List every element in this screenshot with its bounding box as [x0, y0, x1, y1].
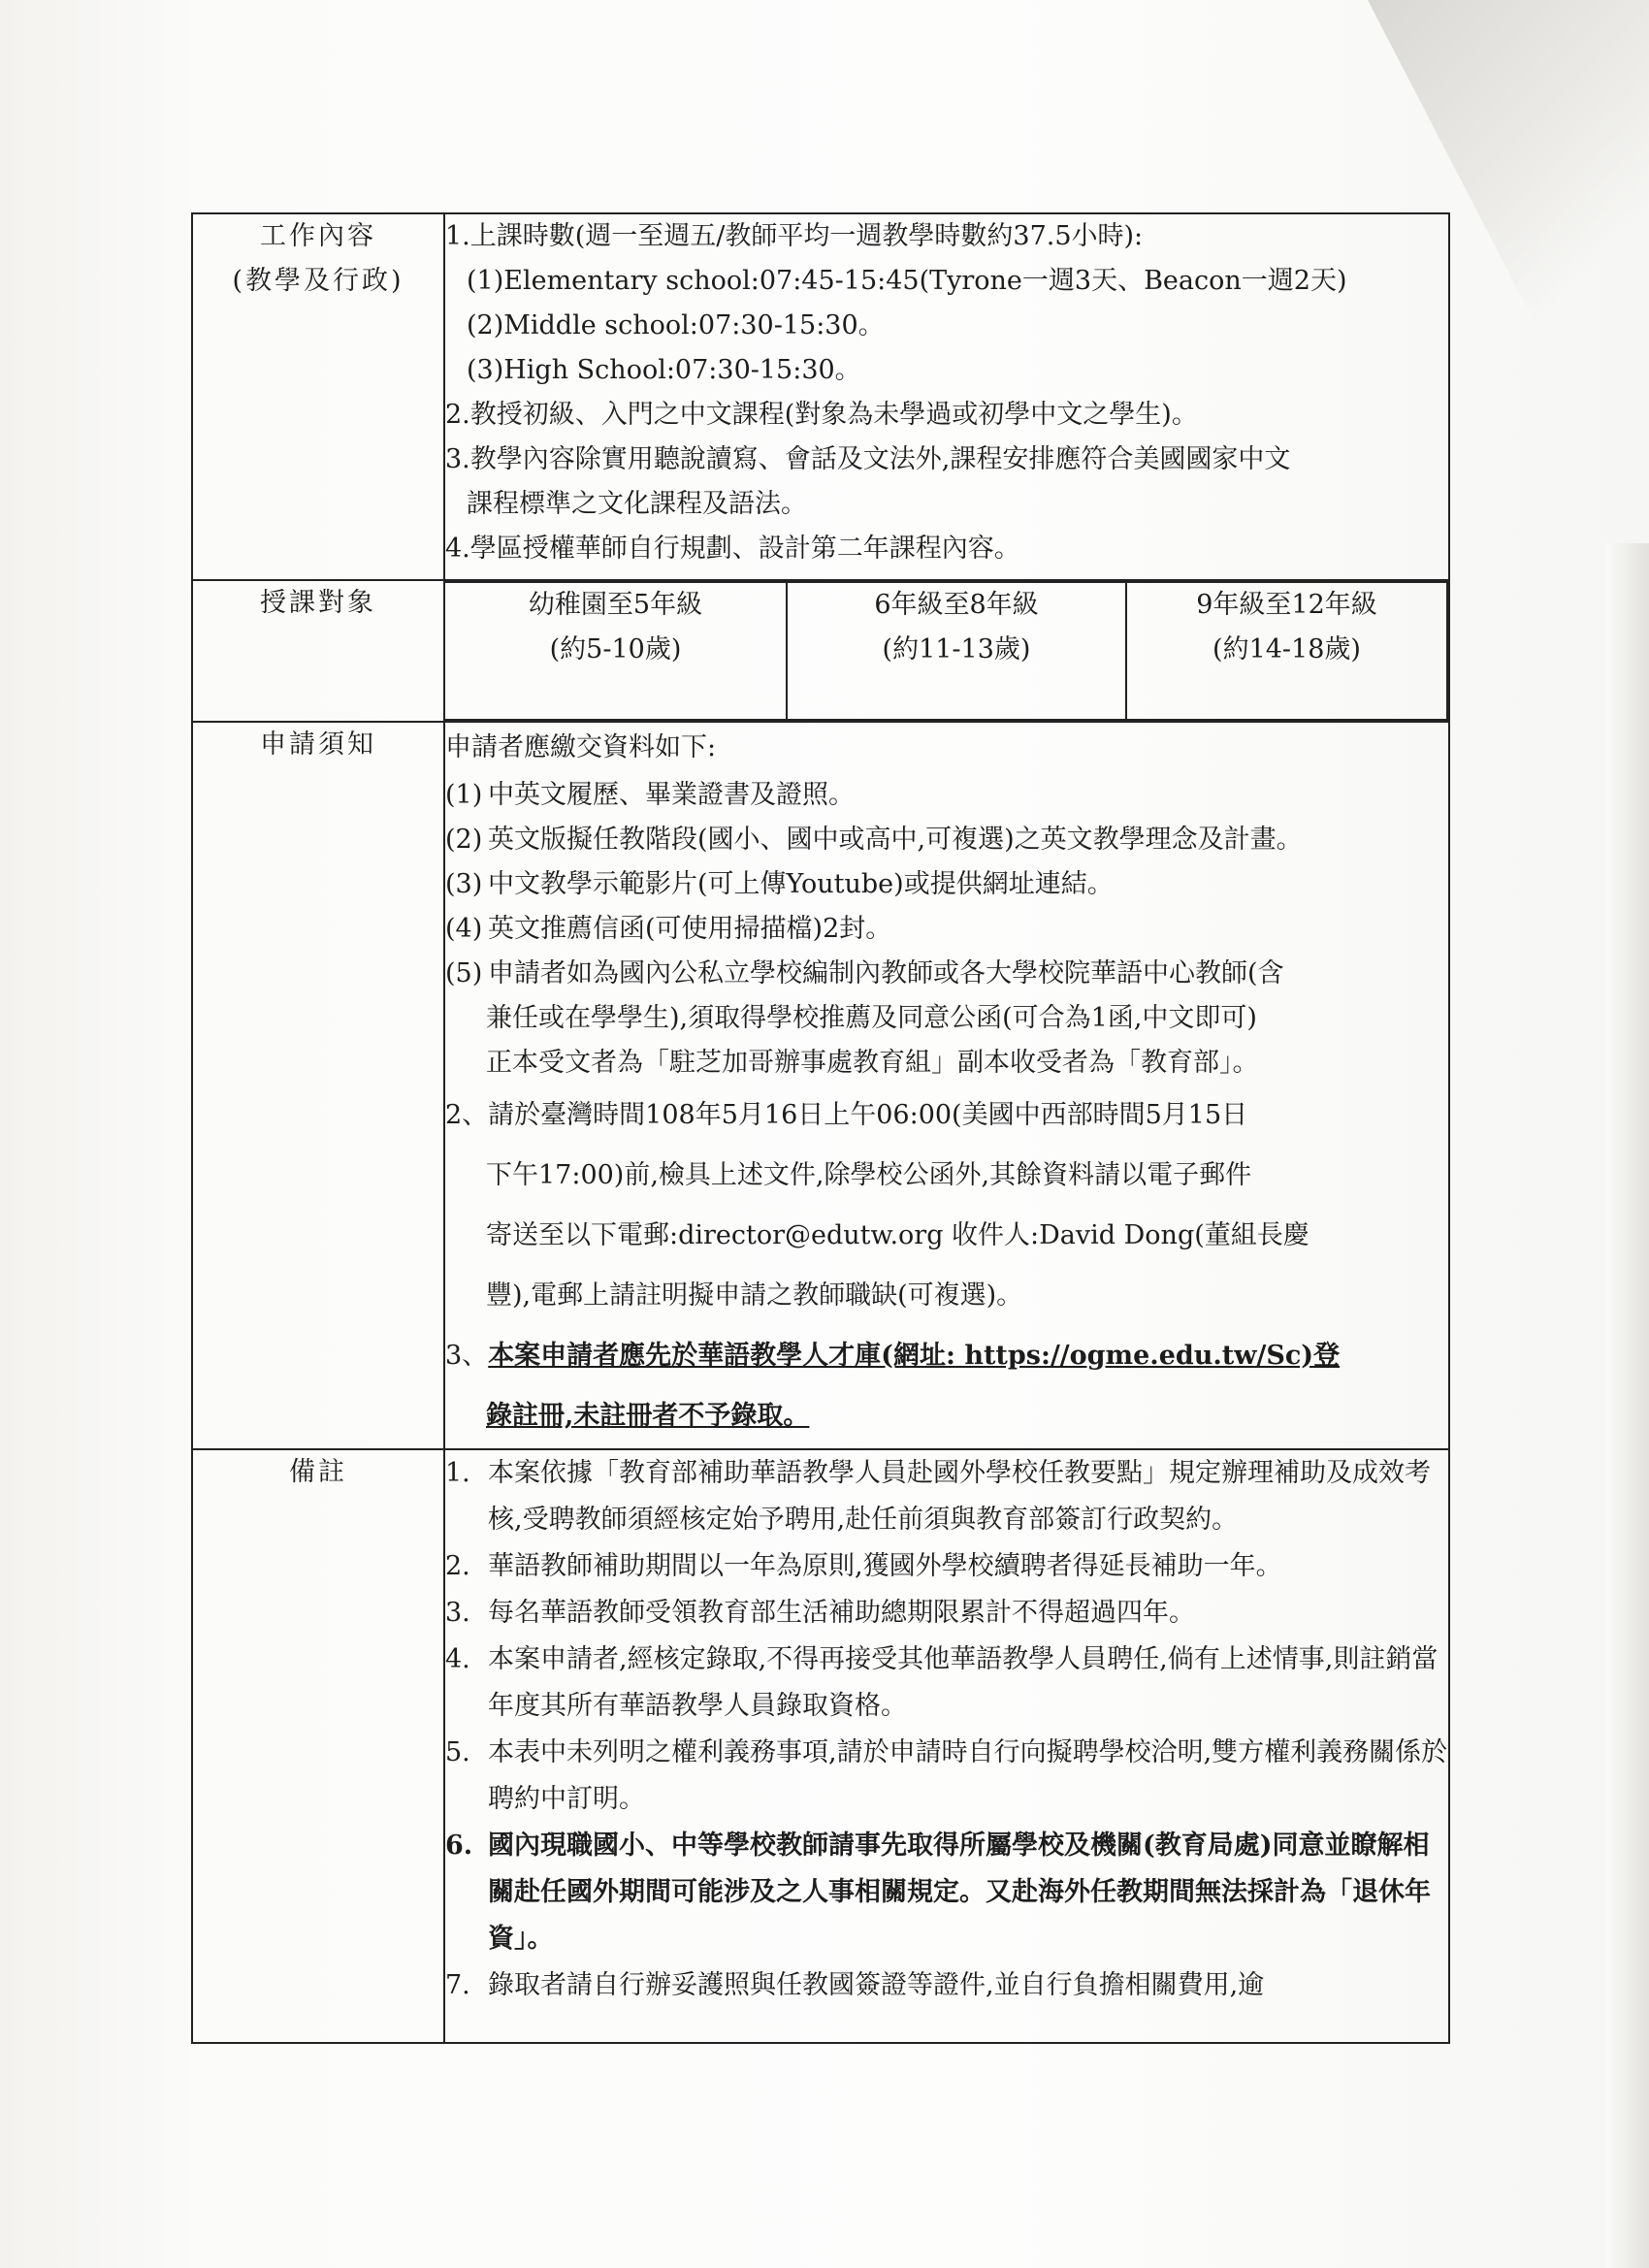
- work-line-5: 2.教授初級、入門之中文課程(對象為未學過或初學中文之學生)。: [445, 400, 1198, 430]
- target-group-2-age: (約11-13歲): [882, 634, 1031, 664]
- application-cell: [444, 722, 1449, 1449]
- note-2-num: 2.: [445, 1551, 470, 1581]
- application-item-4: [445, 907, 1448, 952]
- note-item: [445, 1730, 1448, 1823]
- note-4-text: 本案申請者,經核定錄取,不得再接受其他華語教學人員聘任,倘有上述情事,則註銷當年度其所有華語教學人員錄取資格。: [488, 1644, 1439, 1721]
- application-point3-prefix: 3、: [445, 1341, 489, 1371]
- target-groups: [445, 581, 1448, 721]
- application-point2-line2: 下午17:00)前,檢具上述文件,除學校公函外,其餘資料請以電子郵件: [486, 1160, 1252, 1190]
- application-point2-line3: 寄送至以下電郵:director@edutw.org 收件人:David Dong(董組長慶: [486, 1220, 1310, 1250]
- application-point2-line1: 2、請於臺灣時間108年5月16日上午06:00(美國中西部時間5月15日: [445, 1100, 1248, 1130]
- note-item: [445, 1590, 1448, 1636]
- note-1-num: 1.: [445, 1458, 470, 1488]
- work-line-1: 1.上課時數(週一至週五/教師平均一週教學時數約37.5小時):: [445, 221, 1144, 251]
- application-item-2-num: (2): [445, 825, 483, 855]
- row-notes: [192, 1449, 1449, 2043]
- application-item-4-text: 英文推薦信函(可使用掃描檔)2封。: [488, 914, 892, 944]
- label-work-line2: (教學及行政): [232, 266, 404, 296]
- target-group-3-age: (約14-18歲): [1212, 634, 1361, 664]
- work-line-3: (2)Middle school:07:30-15:30。: [467, 310, 885, 340]
- work-line-4: (3)High School:07:30-15:30。: [467, 355, 861, 385]
- application-item-2-text: 英文版擬任教階段(國小、國中或高中,可複選)之英文教學理念及計畫。: [488, 825, 1303, 855]
- page-edge-shadow: [1605, 543, 1649, 2268]
- note-item: [445, 1450, 1448, 1543]
- label-work-content: [192, 213, 444, 580]
- work-line-7: 課程標準之文化課程及語法。: [467, 489, 807, 519]
- row-target-students: [192, 580, 1449, 722]
- note-5-text: 本表中未列明之權利義務事項,請於申請時自行向擬聘學校洽明,雙方權利義務關係於聘約中訂明。: [488, 1737, 1448, 1814]
- application-point3-text1: 本案申請者應先於華語教學人才庫(網址: https://ogme.edu.tw/Sc)登: [488, 1341, 1341, 1371]
- work-line-2: (1)Elementary school:07:45-15:45(Tyrone一週3天、Beacon一週2天): [467, 266, 1347, 296]
- application-item-3: [445, 862, 1448, 907]
- note-3-text: 每名華語教師受領教育部生活補助總期限累計不得超過四年。: [488, 1598, 1195, 1628]
- application-item-1: [445, 773, 1448, 818]
- note-3-num: 3.: [445, 1598, 470, 1628]
- target-group-1-grade: 幼稚園至5年級: [528, 590, 703, 620]
- row-application: [192, 722, 1449, 1449]
- target-cell: [444, 580, 1449, 722]
- work-content-cell: [444, 213, 1449, 580]
- note-6-num: 6.: [445, 1831, 473, 1861]
- label-work-line1: 工作內容: [260, 221, 376, 251]
- note-item: [445, 1823, 1448, 1962]
- note-1-text: 本案依據「教育部補助華語教學人員赴國外學校任教要點」規定辦理補助及成效考核,受聘教師須經核定始予聘用,赴任前須與教育部簽訂行政契約。: [488, 1458, 1431, 1535]
- application-item-4-num: (4): [445, 914, 483, 944]
- application-point2-line4: 豐),電郵上請註明擬申請之教師職缺(可複選)。: [486, 1280, 1023, 1311]
- label-application: 申請須知: [192, 722, 444, 1449]
- application-item-1-num: (1): [445, 780, 483, 810]
- application-intro: 申請者應繳交資料如下:: [445, 732, 717, 762]
- work-line-8: 4.學區授權華師自行規劃、設計第二年課程內容。: [445, 534, 1020, 564]
- target-group-3-grade: 9年級至12年級: [1196, 590, 1377, 620]
- application-item-3-num: (3): [445, 869, 483, 899]
- label-notes: 備註: [192, 1449, 444, 2043]
- application-item-5-cont-1: 兼任或在學學生),須取得學校推薦及同意公函(可合為1函,中文即可): [486, 1003, 1257, 1033]
- note-7-num: 7.: [445, 1970, 470, 2000]
- target-group-3: [1126, 582, 1447, 720]
- application-item-5-cont-2: 正本受文者為「駐芝加哥辦事處教育組」副本收受者為「教育部」。: [486, 1048, 1259, 1078]
- note-7-text: 錄取者請自行辦妥護照與任教國簽證等證件,並自行負擔相關費用,逾: [488, 1970, 1265, 2000]
- application-item-5: [445, 952, 1448, 996]
- application-item-3-text: 中文教學示範影片(可上傳Youtube)或提供網址連結。: [488, 869, 1114, 899]
- application-item-1-text: 中英文履歷、畢業證書及證照。: [488, 780, 855, 810]
- target-group-1: [445, 582, 787, 720]
- application-item-2: [445, 818, 1448, 862]
- label-target: 授課對象: [192, 580, 444, 722]
- note-5-num: 5.: [445, 1737, 470, 1767]
- row-work-content: [192, 213, 1449, 580]
- notes-cell: [444, 1449, 1449, 2043]
- note-item: [445, 1543, 1448, 1590]
- target-group-1-age: (約5-10歲): [549, 634, 682, 664]
- note-item: [445, 1962, 1448, 2009]
- target-group-2-grade: 6年級至8年級: [874, 590, 1039, 620]
- work-line-6: 3.教學內容除實用聽說讀寫、會話及文法外,課程安排應符合美國國家中文: [445, 444, 1291, 474]
- note-6-text: 國內現職國小、中等學校教師請事先取得所屬學校及機關(教育局處)同意並瞭解相關赴任國外期間可能涉及之人事相關規定。又赴海外任教期間無法採計為「退休年資」。: [488, 1831, 1431, 1954]
- note-4-num: 4.: [445, 1644, 470, 1674]
- application-point3-line2: 錄註冊,未註冊者不予錄取。: [486, 1401, 810, 1431]
- application-item-5-text: 申請者如為國內公私立學校編制內教師或各大學校院華語中心教師(含: [488, 958, 1284, 988]
- application-item-5-num: (5): [445, 958, 483, 988]
- note-item: [445, 1636, 1448, 1730]
- note-2-text: 華語教師補助期間以一年為原則,獲國外學校續聘者得延長補助一年。: [488, 1551, 1282, 1581]
- job-info-table: [191, 212, 1450, 2044]
- application-point3-line1: [445, 1326, 1448, 1386]
- target-group-2: [787, 582, 1126, 720]
